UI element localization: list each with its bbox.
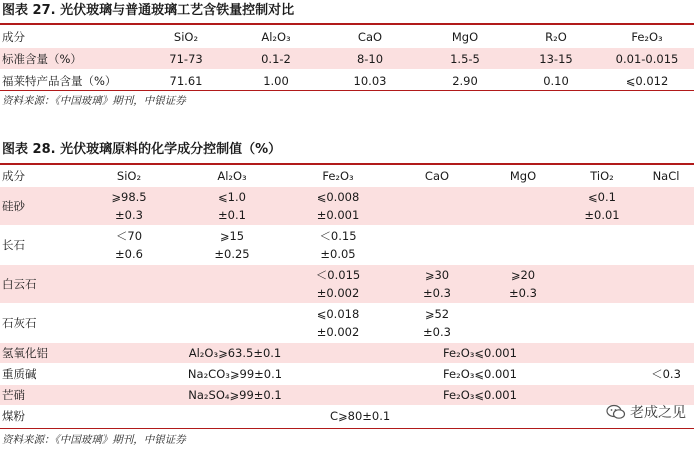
table28-header-cell: SiO₂ <box>76 166 182 187</box>
table-cell <box>566 265 638 304</box>
row-label: 福莱特产品含量（%） <box>0 70 142 92</box>
row-label: 重质碱 <box>0 364 76 385</box>
watermark <box>606 402 686 422</box>
table-row <box>0 364 694 385</box>
table-cell <box>638 304 694 343</box>
table-cell: 10.03 <box>322 70 418 92</box>
table-cell <box>394 304 480 343</box>
table27-header-cell: Fe₂O₃ <box>600 26 694 48</box>
cell-value: ⩾20 <box>510 268 536 282</box>
table-cell <box>394 226 480 265</box>
table-cell <box>282 187 394 226</box>
table-cell: 71.61 <box>142 70 230 92</box>
cell-value: ⩽0.018 <box>316 307 360 321</box>
table-cell <box>76 226 182 265</box>
cell-tolerance: ±0.002 <box>316 286 360 300</box>
table-cell <box>76 304 182 343</box>
cell-tolerance: ±0.01 <box>584 208 620 222</box>
table-cell-merged: Na₂SO₄⩾99±0.1 <box>76 385 394 406</box>
table-cell <box>282 226 394 265</box>
table-cell: 71-73 <box>142 48 230 70</box>
table-cell: 2.90 <box>418 70 512 92</box>
table-cell: 1.5-5 <box>418 48 512 70</box>
table-cell <box>566 364 638 385</box>
table-cell <box>394 265 480 304</box>
table28-header-cell: CaO <box>394 166 480 187</box>
table-cell: ⩽0.012 <box>600 70 694 92</box>
table28-source: 资料来源：《中国玻璃》期刊，中银证券 <box>2 434 186 446</box>
table-cell: 13-15 <box>512 48 600 70</box>
table-cell <box>566 343 638 364</box>
table-cell <box>282 265 394 304</box>
cell-tolerance: ±0.002 <box>316 325 360 339</box>
cell-value: ＜70 <box>115 229 143 243</box>
table-row <box>0 48 694 70</box>
table27-header-cell: CaO <box>322 26 418 48</box>
row-label: 白云石 <box>0 265 76 304</box>
table28-header-cell: Fe₂O₃ <box>282 166 394 187</box>
table27-top-rule <box>0 23 694 25</box>
cell-value: ⩾98.5 <box>111 190 147 204</box>
table-row <box>0 406 694 427</box>
table-row <box>0 226 694 265</box>
row-label: 芒硝 <box>0 385 76 406</box>
table-row <box>0 187 694 226</box>
cell-tolerance: ±0.6 <box>115 247 143 261</box>
table28-top-rule <box>0 163 694 165</box>
cell-tolerance: ±0.3 <box>115 208 143 222</box>
cell-tolerance: ±0.001 <box>316 208 360 222</box>
cell-tolerance: ±0.3 <box>509 286 537 300</box>
table28-title: 图表 28. 光伏玻璃原料的化学成分控制值（%） <box>2 142 282 157</box>
table-cell <box>480 265 566 304</box>
cell-value: ⩾15 <box>219 229 245 243</box>
cell-value: ⩽1.0 <box>218 190 246 204</box>
table28-bottom-rule <box>0 428 694 429</box>
table-cell-merged: Fe₂O₃⩽0.001 <box>394 343 566 364</box>
table-cell <box>566 187 638 226</box>
row-label: 长石 <box>0 226 76 265</box>
table-cell-merged: Na₂CO₃⩾99±0.1 <box>76 364 394 385</box>
cell-value: ⩾30 <box>424 268 450 282</box>
table-cell <box>566 304 638 343</box>
table-cell <box>394 187 480 226</box>
table-cell: 1.00 <box>230 70 322 92</box>
table-cell: 0.1-2 <box>230 48 322 70</box>
cell-value: ⩽0.008 <box>316 190 360 204</box>
table27-header-cell: R₂O <box>512 26 600 48</box>
table-cell <box>182 226 282 265</box>
table27-source: 资料来源：《中国玻璃》期刊，中银证券 <box>2 95 186 107</box>
cell-tolerance: ±0.3 <box>423 325 451 339</box>
cell-value: ＜0.015 <box>315 268 361 282</box>
table-cell <box>182 265 282 304</box>
table28-header-cell: TiO₂ <box>566 166 638 187</box>
cell-value: ＜0.15 <box>319 229 357 243</box>
row-label: 煤粉 <box>0 406 76 427</box>
table27-title: 图表 27. 光伏玻璃与普通玻璃工艺含铁量控制对比 <box>2 3 295 18</box>
table-cell <box>76 265 182 304</box>
table-cell-merged: Fe₂O₃⩽0.001 <box>394 364 566 385</box>
cell-tolerance: ±0.05 <box>320 247 356 261</box>
table28-header-cell: MgO <box>480 166 566 187</box>
table-cell <box>480 304 566 343</box>
table-cell <box>566 226 638 265</box>
row-label: 硅砂 <box>0 187 76 226</box>
table27-header-cell: 成分 <box>0 26 142 48</box>
cell-value: ⩽0.1 <box>588 190 616 204</box>
table-row <box>0 304 694 343</box>
row-label: 氢氧化铝 <box>0 343 76 364</box>
table28-header-cell: NaCl <box>638 166 694 187</box>
table27-header-cell: MgO <box>418 26 512 48</box>
table27 <box>0 26 694 92</box>
row-label: 标准含量（%） <box>0 48 142 70</box>
table-cell-merged: Al₂O₃⩾63.5±0.1 <box>76 343 394 364</box>
table-cell <box>182 304 282 343</box>
table-cell <box>638 187 694 226</box>
table-cell-merged: C⩾80±0.1 <box>76 406 694 427</box>
table-cell <box>282 304 394 343</box>
table-cell <box>480 226 566 265</box>
table28 <box>0 166 694 427</box>
table-cell <box>480 187 566 226</box>
row-label: 石灰石 <box>0 304 76 343</box>
table-cell: ＜0.3 <box>638 364 694 385</box>
table-cell-merged: Fe₂O₃⩽0.001 <box>394 385 566 406</box>
table-cell: 0.01-0.015 <box>600 48 694 70</box>
table-cell: 8-10 <box>322 48 418 70</box>
wechat-icon <box>606 404 626 420</box>
table-cell <box>638 343 694 364</box>
table27-bottom-rule <box>0 90 694 91</box>
cell-tolerance: ±0.3 <box>423 286 451 300</box>
table-row <box>0 70 694 92</box>
table28-header-cell: Al₂O₃ <box>182 166 282 187</box>
cell-tolerance: ±0.25 <box>214 247 250 261</box>
watermark-text: 老成之见 <box>630 405 686 421</box>
table-cell <box>76 187 182 226</box>
table-row <box>0 265 694 304</box>
cell-tolerance: ±0.1 <box>218 208 246 222</box>
table27-header-row <box>0 26 694 48</box>
table-cell <box>638 226 694 265</box>
table28-header-cell: 成分 <box>0 166 76 187</box>
table27-header-cell: Al₂O₃ <box>230 26 322 48</box>
table-cell: 0.10 <box>512 70 600 92</box>
table-row <box>0 343 694 364</box>
table-row <box>0 385 694 406</box>
table28-header-row <box>0 166 694 187</box>
table27-header-cell: SiO₂ <box>142 26 230 48</box>
table-cell <box>182 187 282 226</box>
cell-value: ⩾52 <box>424 307 450 321</box>
table-cell <box>638 265 694 304</box>
